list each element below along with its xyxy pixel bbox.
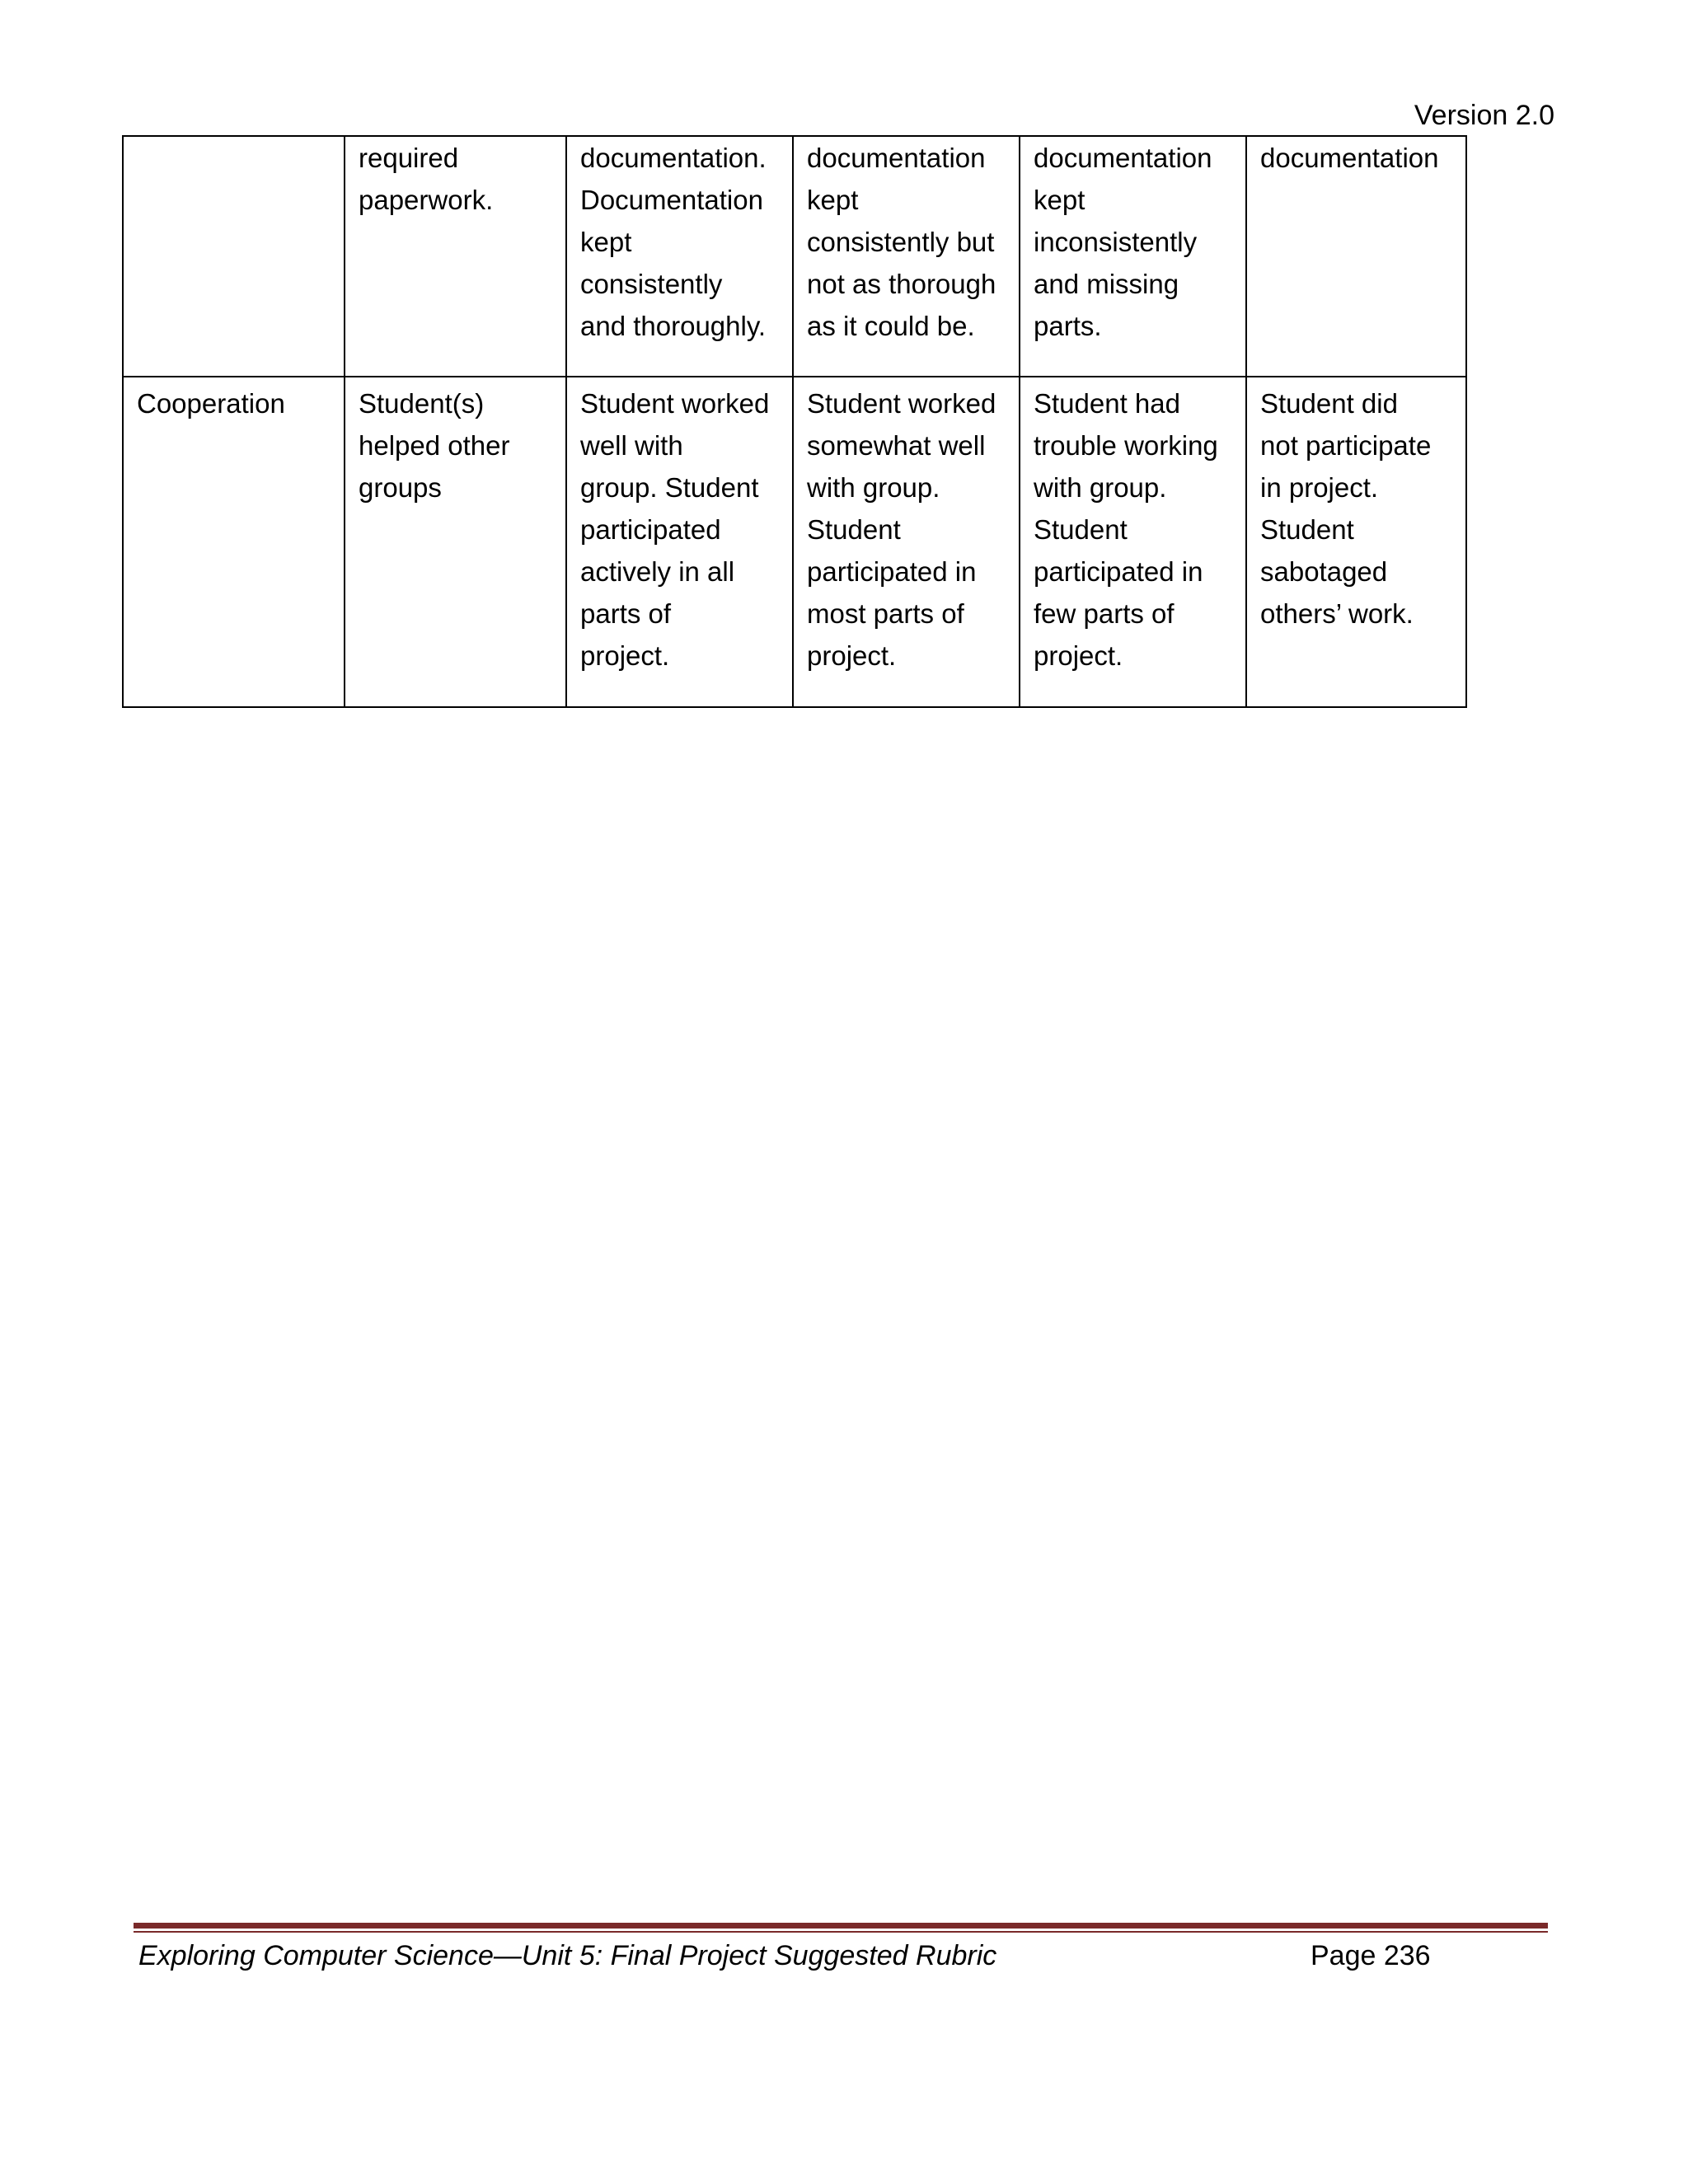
table-row xyxy=(123,377,1466,707)
table-cell: Student did not participate in project. Student sabotaged others’ work. xyxy=(1246,377,1466,707)
criterion-cell xyxy=(123,136,345,377)
table-cell: Student had trouble working with group. Student participated in few parts of project. xyxy=(1020,377,1246,707)
footer-divider-thin xyxy=(134,1931,1548,1933)
table-cell: documentation kept inconsistently and missing parts. xyxy=(1020,136,1246,377)
footer-divider-thick xyxy=(134,1923,1548,1929)
table-cell: Student worked well with group. Student participated actively in all parts of project. xyxy=(566,377,793,707)
table-cell: Student worked somewhat well with group. Student participated in most parts of project. xyxy=(793,377,1020,707)
footer-divider xyxy=(134,1923,1548,1933)
criterion-cell: Cooperation xyxy=(123,377,345,707)
version-label: Version 2.0 xyxy=(1414,100,1554,131)
table-cell: documentation xyxy=(1246,136,1466,377)
table-cell: Student(s) helped other groups xyxy=(345,377,566,707)
footer-title: Exploring Computer Science—Unit 5: Final Project Suggested Rubric xyxy=(138,1940,997,1971)
rubric-table xyxy=(122,135,1467,708)
table-cell: required paperwork. xyxy=(345,136,566,377)
table-cell: documentation kept consistently but not as thorough as it could be. xyxy=(793,136,1020,377)
table-row xyxy=(123,136,1466,377)
page-number: Page 236 xyxy=(1311,1940,1431,1971)
table-cell: documentation. Documentation kept consistently and thoroughly. xyxy=(566,136,793,377)
